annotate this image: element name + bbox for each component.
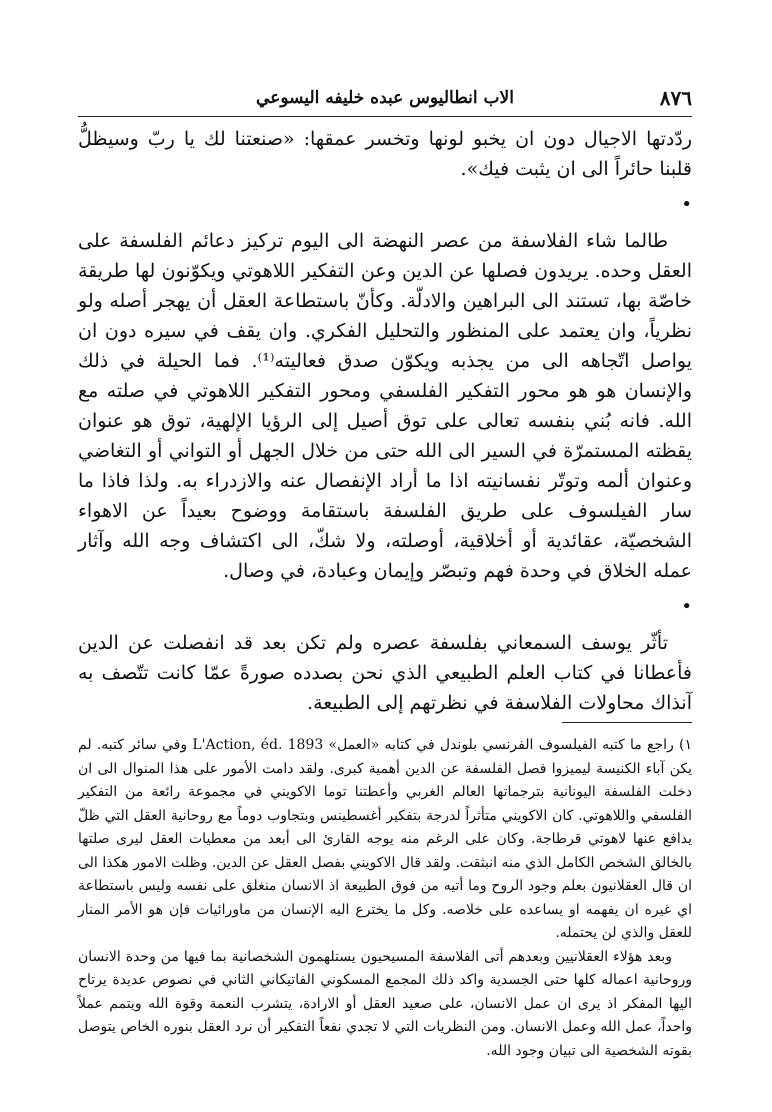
main-text — [78, 124, 692, 718]
paragraph-1: ردّدتها الاجيال دون ان يخبو لونها وتخسر عمقها: «صنعتنا لك يا ربّ وسيظلُّ قلبنا حائراً الى ان يثبت فيك». — [78, 128, 692, 180]
footnote-1 — [78, 734, 692, 946]
section-divider: • — [681, 194, 692, 215]
page-number: ٨٧٦ — [659, 86, 692, 110]
paragraph-3: تأثّر يوسف السمعاني بفلسفة عصره ولم تكن بعد قد انفصلت عن الدين فأعطانا في كتاب العلم الطبيعي الذي نحن بصدده صورةً عمّا كانت تتّصف به آنذاك محاولات الفلاسفة في نظرتهم إلى الطبيعة. — [78, 632, 692, 714]
footnote-1-body: وفي سائر كتبه. لم يكن آباء الكنيسة ليميزوا فصل الفلسفة عن الدين أهمية كبرى. ولقد دامت الأمور على هذا المنوال الى ان دخلت الفلسفة اليونانية بترجماتها العالم الغربي وأعطتنا توما الاكويني في مجموعة رائعة من التفكير الفلسفي واللاهوتي. كان الاكويني متأثراً لدرجة بتفكير أغسطينس وبتجاوب دوماً مع روحانية العقل التي ظلّ يدافع عنها لاهوتي قرطاجة. وكان على الرغم منه يوجه القارئ الى أبعد من معطيات العقل ليرى صلتها بالخالق الشخص الكامل الذي منه انبثقت. ولقد قال الاكويني بفصل العقل عن الدين. وظلت الامور هكذا الى ان قال العقلانيون بعلم وجود الروح وما أتيه من فوق الطبيعة اذ الانسان منغلق على نفسه وليس باستطاعة اي غيره ان يفهمه او يساعده على خلاصه. وكل ما يخترع اليه الإنسان من ماورائيات فإن هو الأمر المنار للعقل والذي لن يحتمله. — [78, 737, 692, 941]
footnote-2: وبعد هؤلاء العقلانيين وبعدهم أتى الفلاسفة المسيحيون يستلهمون الشخصانية بما فيها من وحدة الانسان وروحانية اعماله كلها حتى الجسدية واكد ذلك المجمع المسكوني الفاتيكاني الثاني في نصوص عديدة يرتاح اليها المفكر اذ يرى ان عمل الانسان، على صعيد العقل أو الارادة، يتشرب النعمة وقوة الله ويتمم عملاً واحداً، عمل الله وعمل الانسان. ومن النظريات التي لا تجدي نفعاً التفكير أن نرد العقل بنوره الخاص يتوصل بقوته الشخصية الى تبيان وجود الله. — [78, 948, 692, 1059]
footnote-1-citation: L'Action, éd. 1893 — [192, 737, 324, 753]
footnote-rule — [562, 722, 692, 723]
page-header — [78, 86, 692, 117]
footnotes — [78, 734, 692, 1063]
section-divider: • — [681, 596, 692, 617]
footnote-1-intro: ١) راجع ما كتبه الفيلسوف الفرنسي بلوندل في كتابه «العمل» — [328, 737, 693, 753]
running-title: الاب انطاليوس عبده خليفه اليسوعي — [256, 88, 514, 108]
paragraph-2: طالما شاء الفلاسفة من عصر النهضة الى اليوم تركيز دعائم الفلسفة على العقل وحده. يريدون فصلها عن الدين وعن التفكير اللاهوتي ويكوّنون لها طريقة خاصّة بها، تستند الى البراهين والادلّة. وكأنّ باستطاعة العقل أن يهجر أصله ولو نظرياً، وان يعتمد على المنظور والتحليل الفكري. وان يقف في سيره دون ان يواصل اتّجاهه الى من يجذبه ويكوّن صدق فعاليته⁽¹⁾. فما الحيلة في ذلك والإنسان هو هو محور التفكير الفلسفي ومحور التفكير اللاهوتي في صلته مع الله. فانه بُني بنفسه تعالى على توق أصيل إلى الرؤيا الإلهية، توق هو عنوان يقظته المستمرّة في السير الى الله حتى من خلال الجهل أو التواني أو التغاضي وعنوان ألمه وتوتّر نفسانيته اذا ما أراد الإنفصال عنه والازدراء به. ولذا فاذا ما سار الفيلسوف على طريق الفلسفة باستقامة ووضوح بعيداً عن الاهواء الشخصيّة، عقائدية أو أخلاقية، أوصلته، ولا شكّ، الى اكتشاف وجه الله وآثار عمله الخلاق في وحدة فهم وتبصّر وإيمان وعبادة، في وصال. — [78, 230, 692, 582]
